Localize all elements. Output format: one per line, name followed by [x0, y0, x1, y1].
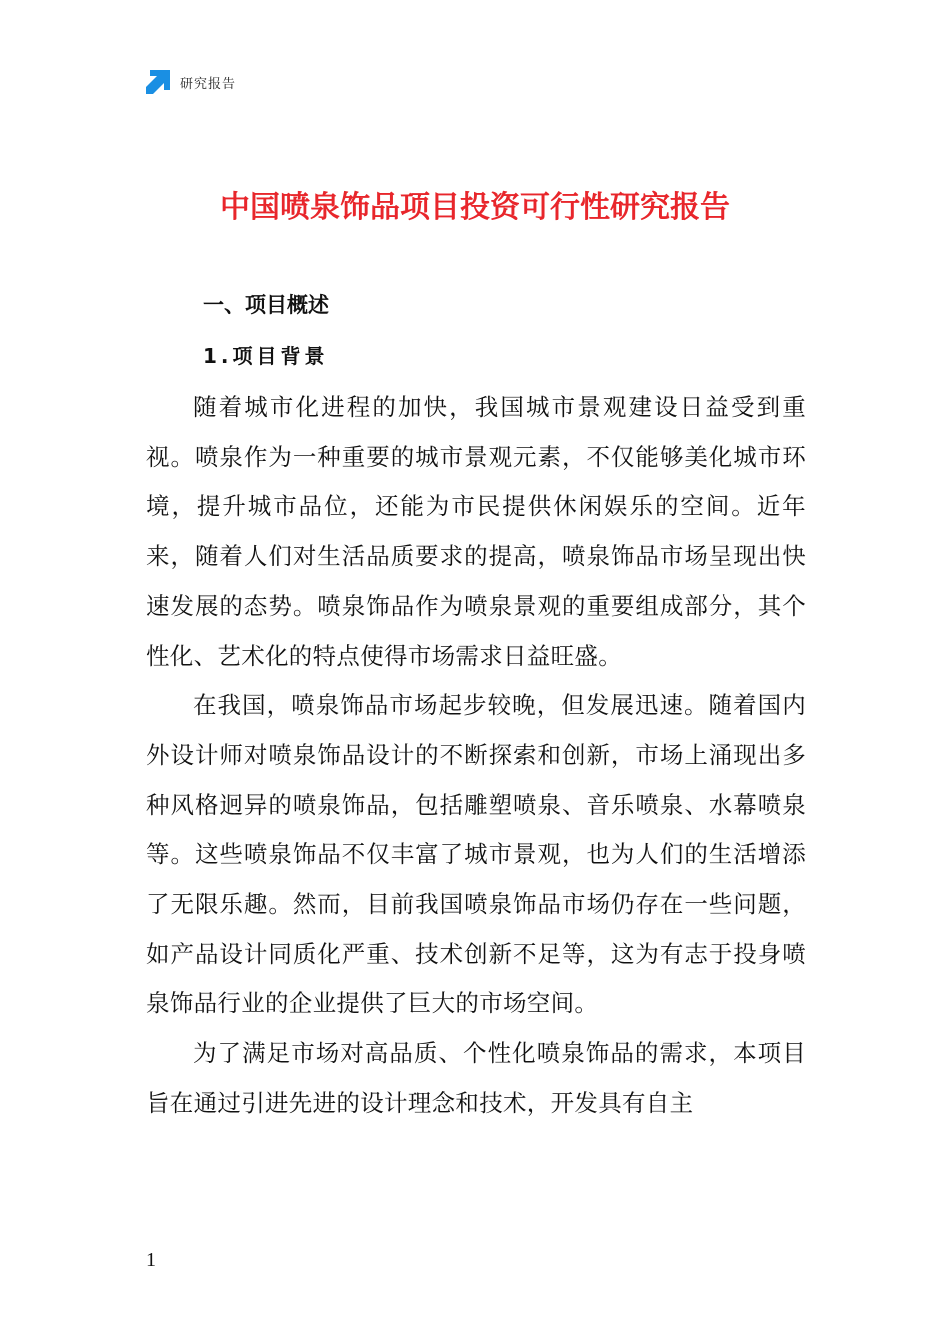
paragraph-3: 为了满足市场对高品质、个性化喷泉饰品的需求，本项目旨在通过引进先进的设计理念和技术，开发具有自主: [146, 1039, 806, 1117]
document-title: 中国喷泉饰品项目投资可行性研究报告: [220, 190, 730, 225]
arrow-up-right-icon: [146, 70, 170, 94]
section-heading: 一、项目概述: [203, 293, 329, 317]
report-header: [146, 68, 236, 96]
paragraph-1: 随着城市化进程的加快，我国城市景观建设日益受到重视。喷泉作为一种重要的城市景观元素，不仅能够美化城市环境，提升城市品位，还能为市民提供休闲娱乐的空间。近年来，随着人们对生活品质要求的提高，喷泉饰品市场呈现出快速发展的态势。喷泉饰品作为喷泉景观的重要组成部分，其个性化、艺术化的特点使得市场需求日益旺盛。: [146, 393, 806, 670]
paragraph-2: 在我国，喷泉饰品市场起步较晚，但发展迅速。随着国内外设计师对喷泉饰品设计的不断探索和创新，市场上涌现出多种风格迥异的喷泉饰品，包括雕塑喷泉、音乐喷泉、水幕喷泉等。这些喷泉饰品不仅丰富了城市景观，也为人们的生活增添了无限乐趣。然而，目前我国喷泉饰品市场仍存在一些问题，如产品设计同质化严重、技术创新不足等，这为有志于投身喷泉饰品行业的企业提供了巨大的市场空间。: [146, 691, 806, 1018]
page-number: 1: [146, 1249, 156, 1271]
subsection-heading: 1.项目背景: [203, 344, 329, 368]
body-text: [146, 383, 806, 1129]
header-label: 研究报告: [180, 76, 237, 92]
